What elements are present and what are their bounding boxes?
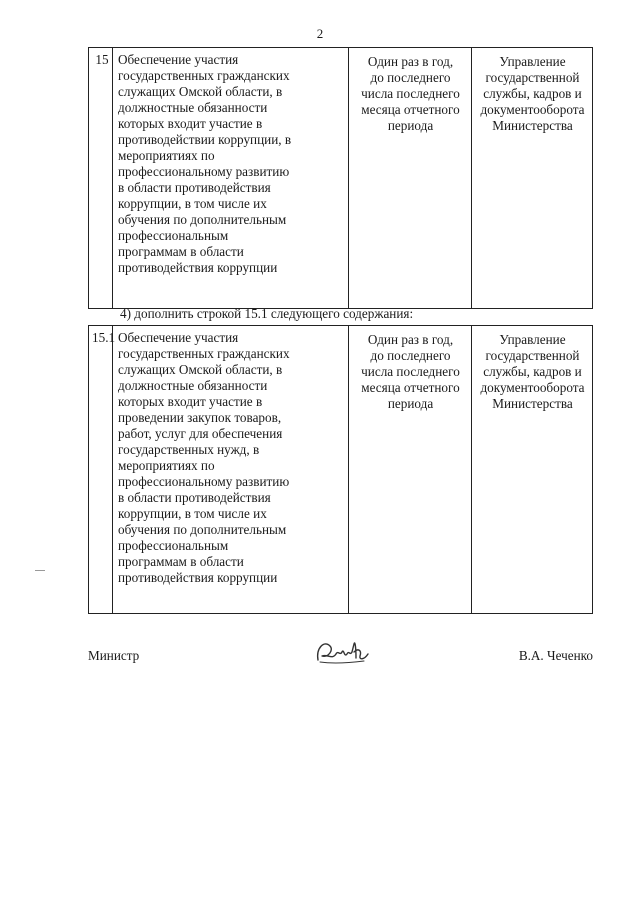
- description-line: государственных гражданских: [118, 68, 290, 83]
- table-row-15-1: [88, 325, 593, 614]
- responsible-line: службы, кадров и: [483, 86, 582, 101]
- term-line: Один раз в год,: [367, 54, 454, 69]
- description-line: коррупции, в том числе их: [118, 506, 267, 521]
- description-line: которых входит участие в: [118, 116, 263, 131]
- term-line: числа последнего: [361, 364, 460, 379]
- responsible-cell: [472, 326, 593, 614]
- table-row-15: [88, 47, 593, 309]
- term-line: Один раз в год,: [367, 332, 454, 347]
- description-line: служащих Омской области, в: [118, 362, 283, 377]
- description-line: профессиональному развитию: [118, 164, 290, 179]
- description-line: Обеспечение участия: [118, 330, 239, 345]
- description-line: противодействия коррупции: [118, 260, 278, 275]
- responsible-line: Управление: [499, 332, 566, 347]
- description-line: обучения по дополнительным: [118, 522, 287, 537]
- responsible-line: Министерства: [492, 118, 573, 133]
- description-line: обучения по дополнительным: [118, 212, 287, 227]
- description-line: противодействии коррупции, в: [118, 132, 292, 147]
- term-line: до последнего: [370, 70, 451, 85]
- description-line: профессиональным: [118, 228, 229, 243]
- margin-mark: [35, 570, 45, 571]
- description-line: коррупции, в том числе их: [118, 196, 267, 211]
- term-line: числа последнего: [361, 86, 460, 101]
- table-row: [89, 48, 593, 309]
- measure-description-cell: [113, 326, 349, 614]
- signer-name: В.А. Чеченко: [518, 648, 593, 663]
- responsible-line: документооборота: [480, 380, 585, 395]
- term-cell: [349, 48, 472, 309]
- responsible-line: службы, кадров и: [483, 364, 582, 379]
- description-line: мероприятиях по: [118, 458, 215, 473]
- term-line: периода: [387, 396, 434, 411]
- description-line: профессиональному развитию: [118, 474, 290, 489]
- description-line: должностные обязанности: [118, 100, 268, 115]
- row-number-cell: 15: [89, 48, 113, 309]
- description-line: мероприятиях по: [118, 148, 215, 163]
- table-row: [89, 326, 593, 614]
- description-line: профессиональным: [118, 538, 229, 553]
- term-line: месяца отчетного: [361, 102, 460, 117]
- description-line: служащих Омской области, в: [118, 84, 283, 99]
- handwritten-signature: [314, 634, 374, 670]
- responsible-line: документооборота: [480, 102, 585, 117]
- responsible-line: государственной: [485, 348, 580, 363]
- description-line: противодействия коррупции: [118, 570, 278, 585]
- description-line: программам в области: [118, 554, 244, 569]
- description-line: государственных нужд, в: [118, 442, 260, 457]
- term-cell: [349, 326, 472, 614]
- description-line: Обеспечение участия: [118, 52, 239, 67]
- term-line: периода: [387, 118, 434, 133]
- description-line: в области противодействия: [118, 490, 271, 505]
- signer-title: Министр: [88, 648, 140, 663]
- row-number-cell: 15.1: [89, 326, 113, 614]
- responsible-line: государственной: [485, 70, 580, 85]
- description-line: государственных гражданских: [118, 346, 290, 361]
- term-line: месяца отчетного: [361, 380, 460, 395]
- measure-description-cell: [113, 48, 349, 309]
- description-line: проведении закупок товаров,: [118, 410, 282, 425]
- description-line: в области противодействия: [118, 180, 271, 195]
- description-line: программам в области: [118, 244, 244, 259]
- page-number: 2: [316, 26, 324, 41]
- description-line: должностные обязанности: [118, 378, 268, 393]
- amendment-text: 4) дополнить строкой 15.1 следующего содержания:: [120, 306, 414, 321]
- description-line: которых входит участие в: [118, 394, 263, 409]
- responsible-cell: [472, 48, 593, 309]
- responsible-line: Управление: [499, 54, 566, 69]
- signature-block: [88, 634, 593, 674]
- term-line: до последнего: [370, 348, 451, 363]
- description-line: работ, услуг для обеспечения: [118, 426, 283, 441]
- responsible-line: Министерства: [492, 396, 573, 411]
